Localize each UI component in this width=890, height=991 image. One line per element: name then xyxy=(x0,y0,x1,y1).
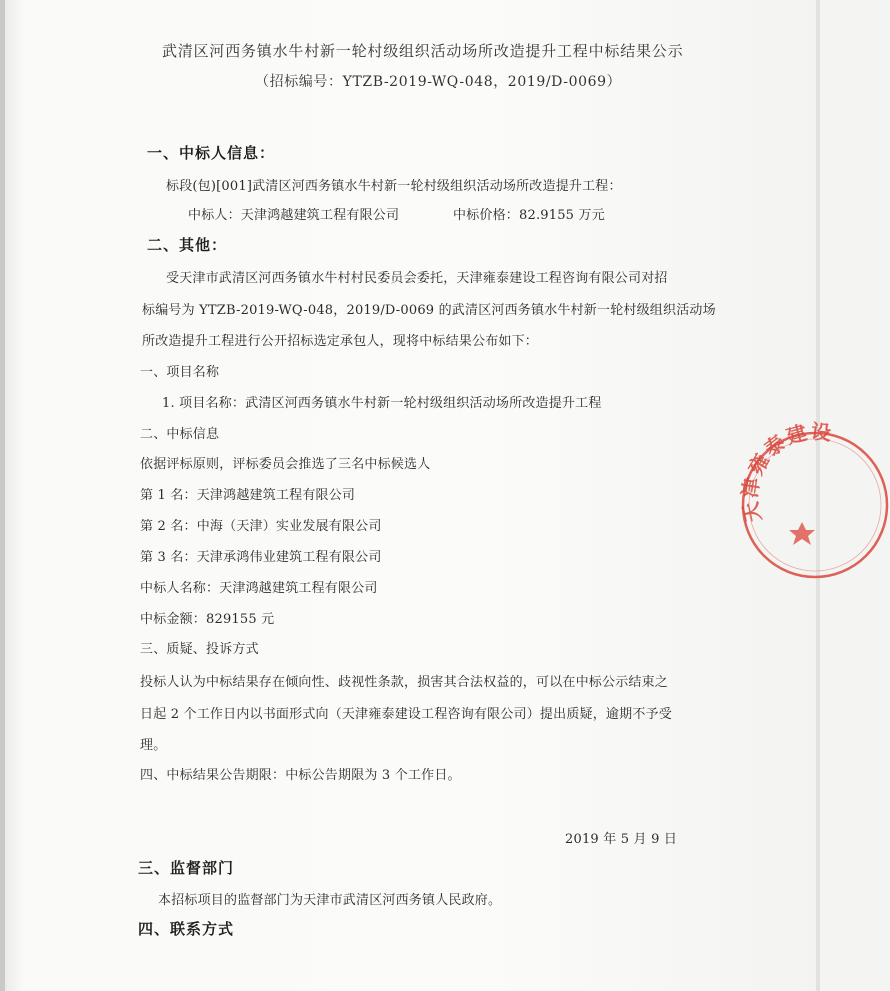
paragraph-line: 受天津市武清区河西务镇水牛村村民委员会委托，天津雍泰建设工程咨询有限公司对招 xyxy=(166,271,668,286)
scan-left-edge xyxy=(0,0,5,991)
notice-date: 2019 年 5 月 9 日 xyxy=(565,832,678,847)
complaint-line: 投标人认为中标结果存在倾向性、歧视性条款，损害其合法权益的，可以在中标公示结束之 xyxy=(140,675,669,690)
item2-heading: 二、中标信息 xyxy=(140,427,220,442)
candidate-line: 第 1 名：天津鸿越建筑工程有限公司 xyxy=(140,488,356,503)
tender-number: （招标编号：YTZB-2019-WQ-048，2019/D-0069） xyxy=(255,74,622,90)
complaint-line: 日起 2 个工作日内以书面形式向（天津雍泰建设工程咨询有限公司）提出质疑，逾期不予受 xyxy=(140,707,672,722)
item1-heading: 一、项目名称 xyxy=(140,365,220,380)
winner-line: 中标人：天津鸿越建筑工程有限公司 xyxy=(188,208,400,223)
seal-star-icon xyxy=(789,522,815,545)
supervision-line: 本招标项目的监督部门为天津市武清区河西务镇人民政府。 xyxy=(158,893,502,908)
candidates-intro: 依据评标原则，评标委员会推选了三名中标候选人 xyxy=(140,457,431,472)
seal-text: 天津雍泰建设 xyxy=(737,419,835,525)
section1-heading: 一、中标人信息： xyxy=(147,144,276,162)
candidate-line: 第 2 名：中海（天津）实业发展有限公司 xyxy=(140,519,382,534)
section2-heading: 二、其他： xyxy=(147,236,228,254)
paragraph-line: 所改造提升工程进行公开招标选定承包人，现将中标结果公布如下： xyxy=(142,334,539,349)
project-name-line: 1. 项目名称：武清区河西务镇水牛村新一轮村级组织活动场所改造提升工程 xyxy=(162,396,602,411)
lot-line: 标段(包)[001]武清区河西务镇水牛村新一轮村级组织活动场所改造提升工程： xyxy=(166,179,622,194)
company-seal-stamp xyxy=(737,419,890,580)
section4-heading: 四、联系方式 xyxy=(138,920,235,938)
document-title: 武清区河西务镇水牛村新一轮村级组织活动场所改造提升工程中标结果公示 xyxy=(162,42,684,60)
complaint-line: 理。 xyxy=(140,738,167,753)
notice-period-line: 四、中标结果公告期限：中标公告期限为 3 个工作日。 xyxy=(140,768,461,783)
item3-heading: 三、质疑、投诉方式 xyxy=(140,642,259,657)
section3-heading: 三、监督部门 xyxy=(138,859,235,877)
paragraph-line: 标编号为 YTZB-2019-WQ-048，2019/D-0069 的武清区河西务镇水牛村新一轮村级组织活动场 xyxy=(142,303,716,318)
winner-name-line: 中标人名称：天津鸿越建筑工程有限公司 xyxy=(140,581,378,596)
candidate-line: 第 3 名：天津承鸿伟业建筑工程有限公司 xyxy=(140,550,382,565)
amount-line: 中标金额：829155 元 xyxy=(140,612,275,627)
price-line: 中标价格：82.9155 万元 xyxy=(453,208,605,223)
